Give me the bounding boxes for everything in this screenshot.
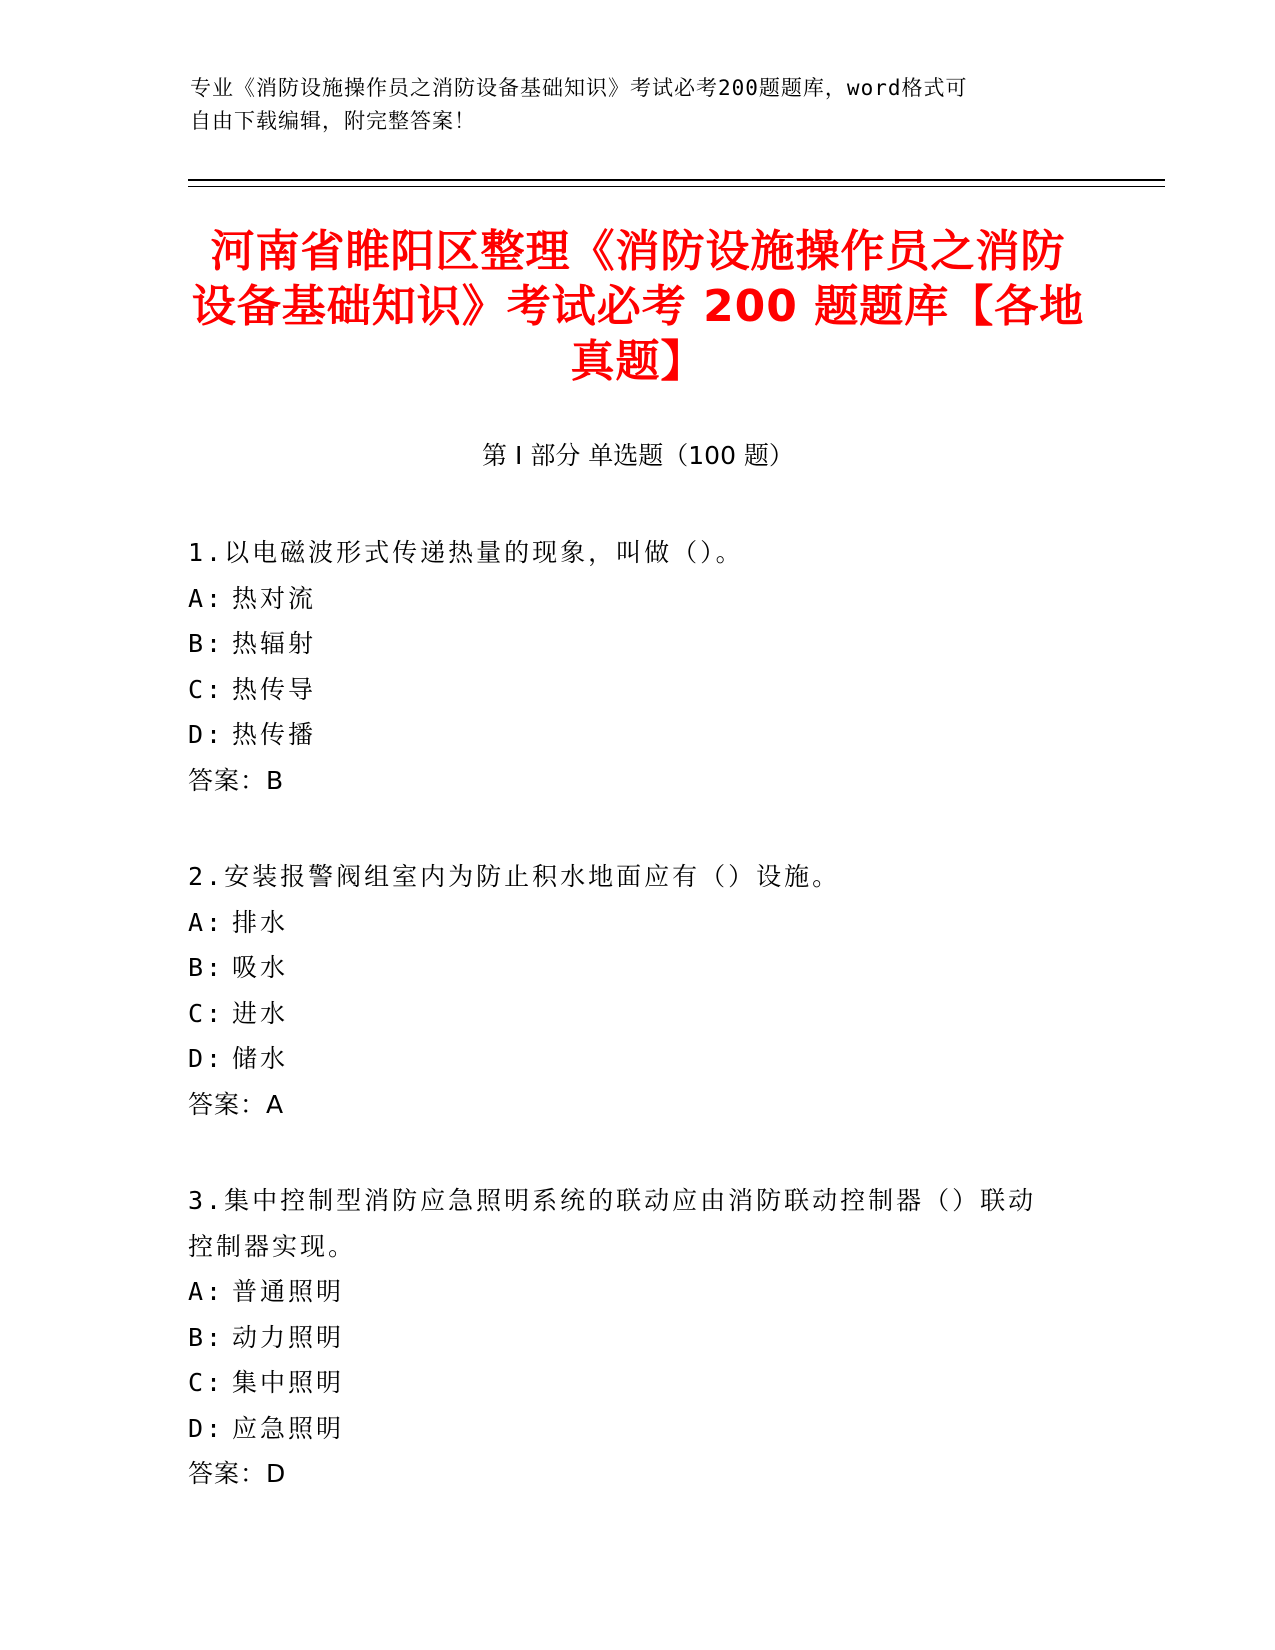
intro-line: 专业《消防设施操作员之消防设备基础知识》考试必考200题题库，word格式可 xyxy=(190,76,968,100)
option-letter: B: xyxy=(188,953,225,982)
option-c xyxy=(188,991,1068,1037)
option-text: 热传播 xyxy=(232,720,317,749)
option-d xyxy=(188,1036,1068,1082)
question-item xyxy=(188,530,1068,803)
option-a xyxy=(188,1269,1068,1315)
question-stem: 2.安装报警阀组室内为防止积水地面应有（）设施。 xyxy=(188,862,841,891)
option-letter: A: xyxy=(188,583,225,613)
question-item xyxy=(188,1178,1068,1497)
question-stem: 3.集中控制型消防应急照明系统的联动应由消防联动控制器（）联动 xyxy=(188,1186,1037,1215)
option-text: 应急照明 xyxy=(232,1413,345,1443)
option-c xyxy=(188,1360,1068,1406)
option-b xyxy=(188,621,1068,667)
document-title xyxy=(188,224,1088,389)
option-letter: A: xyxy=(188,907,225,937)
option-b xyxy=(188,945,1068,991)
option-letter: D: xyxy=(188,1044,225,1073)
option-text: 进水 xyxy=(232,998,289,1028)
option-d xyxy=(188,1406,1068,1452)
question-stem-continued: 控制器实现。 xyxy=(188,1231,357,1261)
option-a xyxy=(188,900,1068,946)
question-list xyxy=(188,530,1068,1548)
option-text: 热传导 xyxy=(232,674,317,704)
option-letter: A: xyxy=(188,1277,225,1306)
option-text: 热对流 xyxy=(232,583,317,613)
header-divider-thick xyxy=(188,179,1165,181)
option-text: 排水 xyxy=(232,907,289,937)
option-text: 热辐射 xyxy=(232,629,317,658)
option-a xyxy=(188,576,1068,622)
answer-line: 答案：B xyxy=(188,765,285,795)
answer-line: 答案：D xyxy=(188,1459,287,1488)
option-text: 储水 xyxy=(232,1044,289,1073)
option-letter: B: xyxy=(188,629,225,658)
option-text: 普通照明 xyxy=(232,1277,345,1306)
option-text: 动力照明 xyxy=(232,1322,345,1352)
title-line: 设备基础知识》考试必考 200 题题库【各地 xyxy=(191,281,1085,332)
option-letter: C: xyxy=(188,998,225,1028)
option-d xyxy=(188,712,1068,758)
question-item xyxy=(188,854,1068,1127)
section-heading: 第 I 部分 单选题（100 题） xyxy=(482,441,794,470)
question-stem: 1.以电磁波形式传递热量的现象，叫做（）。 xyxy=(188,538,744,567)
option-text: 吸水 xyxy=(232,953,289,982)
option-letter: D: xyxy=(188,1413,225,1443)
title-line: 真题】 xyxy=(570,336,706,387)
option-letter: D: xyxy=(188,720,225,749)
answer-line: 答案：A xyxy=(188,1089,285,1119)
intro-line: 自由下载编辑，附完整答案！ xyxy=(190,109,476,133)
intro-text xyxy=(190,72,1070,138)
option-letter: C: xyxy=(188,674,225,704)
option-letter: C: xyxy=(188,1368,225,1397)
option-text: 集中照明 xyxy=(232,1368,345,1397)
title-line: 河南省睢阳区整理《消防设施操作员之消防 xyxy=(210,226,1066,277)
option-c xyxy=(188,667,1068,713)
option-b xyxy=(188,1315,1068,1361)
option-letter: B: xyxy=(188,1322,225,1352)
header-divider-thin xyxy=(188,186,1165,187)
